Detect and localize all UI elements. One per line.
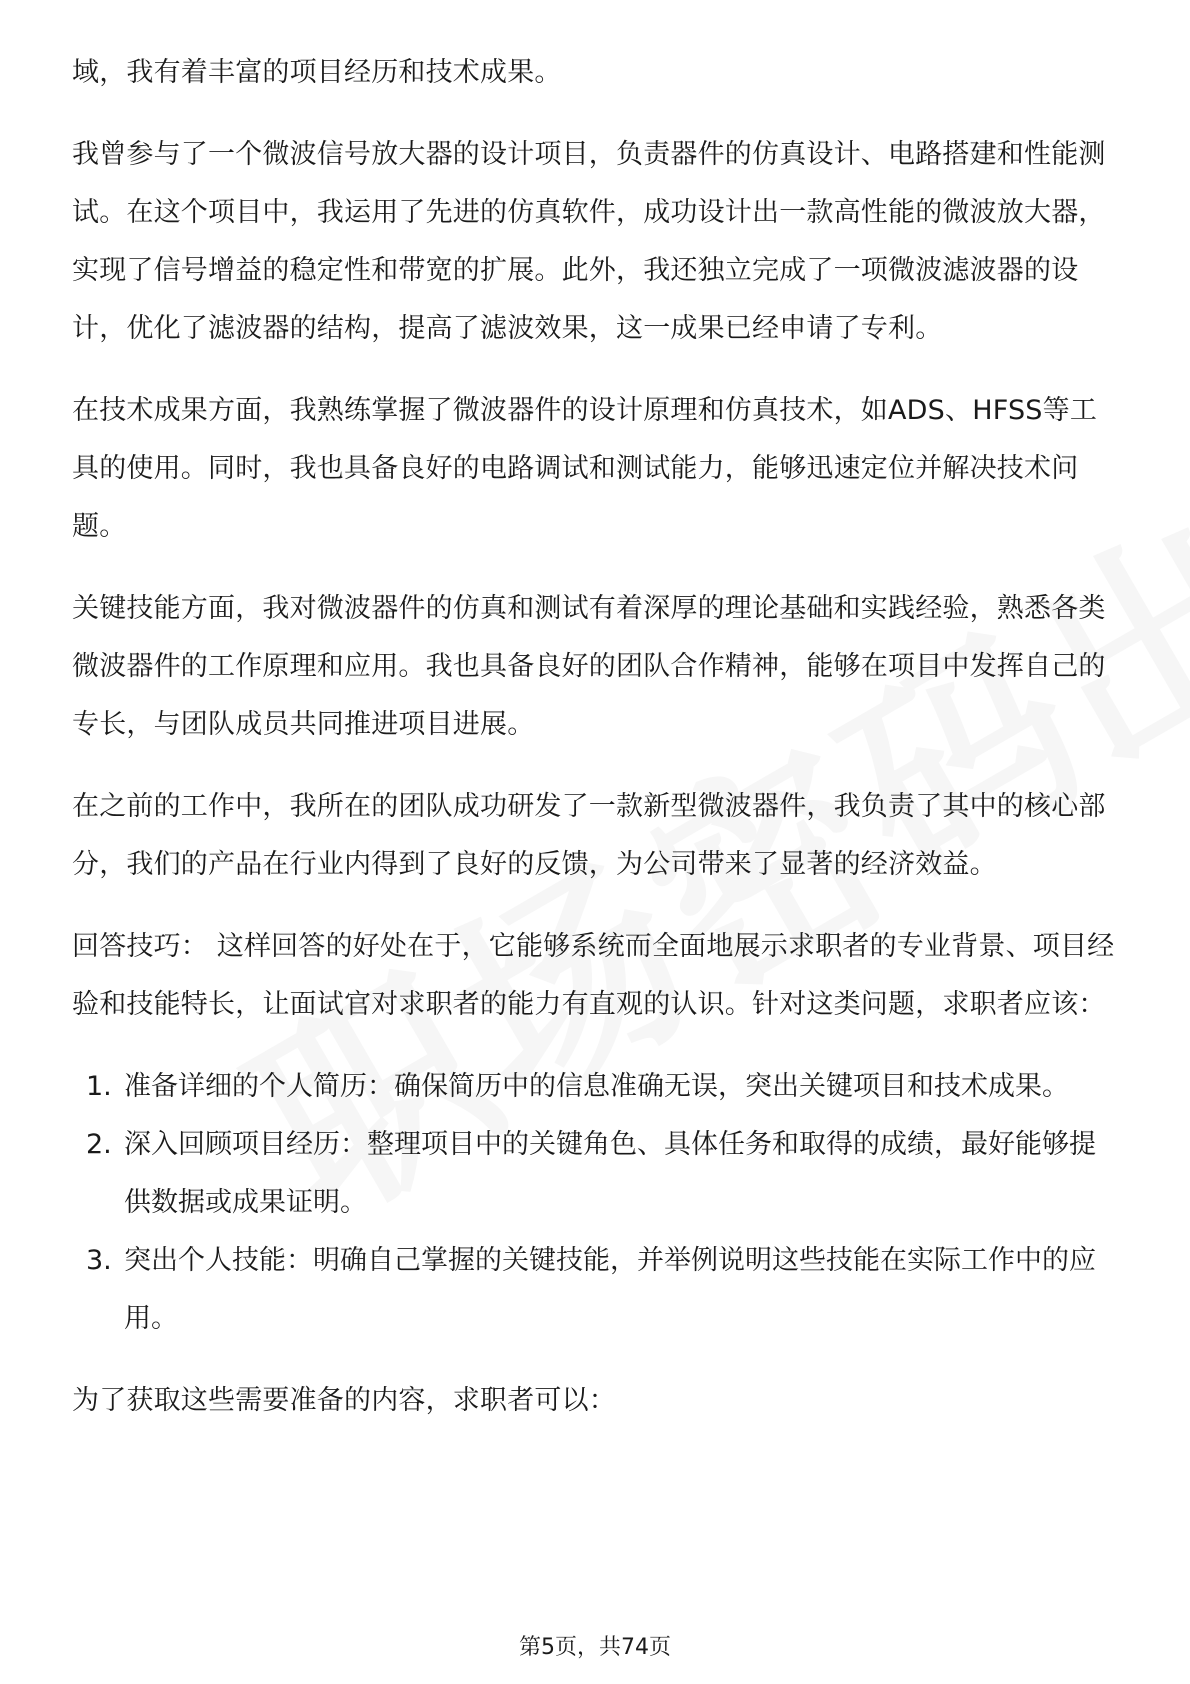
paragraph-intro-tail: 域，我有着丰富的项目经历和技术成果。	[72, 57, 562, 88]
list-number: 1.	[86, 1071, 112, 1102]
list-item-text: 深入回顾项目经历：整理项目中的关键角色、具体任务和取得的成绩，最好能够提供数据或成果证明。	[124, 1129, 1096, 1218]
paragraph-key-skills: 关键技能方面，我对微波器件的仿真和测试有着深厚的理论基础和实践经验，熟悉各类微波器件的工作原理和应用。我也具备良好的团队合作精神，能够在项目中发挥自己的专长，与团队成员共同推进项目进展。	[72, 593, 1106, 740]
paragraph-previous-work: 在之前的工作中，我所在的团队成功研发了一款新型微波器件，我负责了其中的核心部分，我们的产品在行业内得到了良好的反馈，为公司带来了显著的经济效益。	[72, 791, 1106, 880]
list-number: 3.	[86, 1245, 112, 1276]
list-item-text: 突出个人技能：明确自己掌握的关键技能，并举例说明这些技能在实际工作中的应用。	[124, 1245, 1096, 1334]
paragraph-answer-tips: 回答技巧： 这样回答的好处在于，它能够系统而全面地展示求职者的专业背景、项目经验和技能特长，让面试官对求职者的能力有直观的认识。针对这类问题，求职者应该：	[72, 931, 1115, 1020]
list-item-text: 准备详细的个人简历：确保简历中的信息准确无误，突出关键项目和技术成果。	[124, 1071, 1069, 1102]
paragraph-project-experience: 我曾参与了一个微波信号放大器的设计项目，负责器件的仿真设计、电路搭建和性能测试。在这个项目中，我运用了先进的仿真软件，成功设计出一款高性能的微波放大器，实现了信号增益的稳定性和带宽的扩展。此外，我还独立完成了一项微波滤波器的设计，优化了滤波器的结构，提高了滤波效果，这一成果已经申请了专利。	[72, 139, 1106, 344]
tips-list	[72, 1058, 1122, 1348]
list-item	[72, 1232, 1122, 1348]
list-item	[72, 1058, 1122, 1116]
page-number-footer: 第5页，共74页	[519, 1635, 671, 1660]
list-item	[72, 1116, 1122, 1232]
page-content	[72, 44, 1122, 1454]
paragraph-closing: 为了获取这些需要准备的内容，求职者可以：	[72, 1385, 616, 1416]
list-number: 2.	[86, 1129, 112, 1160]
paragraph-technical-results: 在技术成果方面，我熟练掌握了微波器件的设计原理和仿真技术，如ADS、HFSS等工具的使用。同时，我也具备良好的电路调试和测试能力，能够迅速定位并解决技术问题。	[72, 395, 1098, 542]
